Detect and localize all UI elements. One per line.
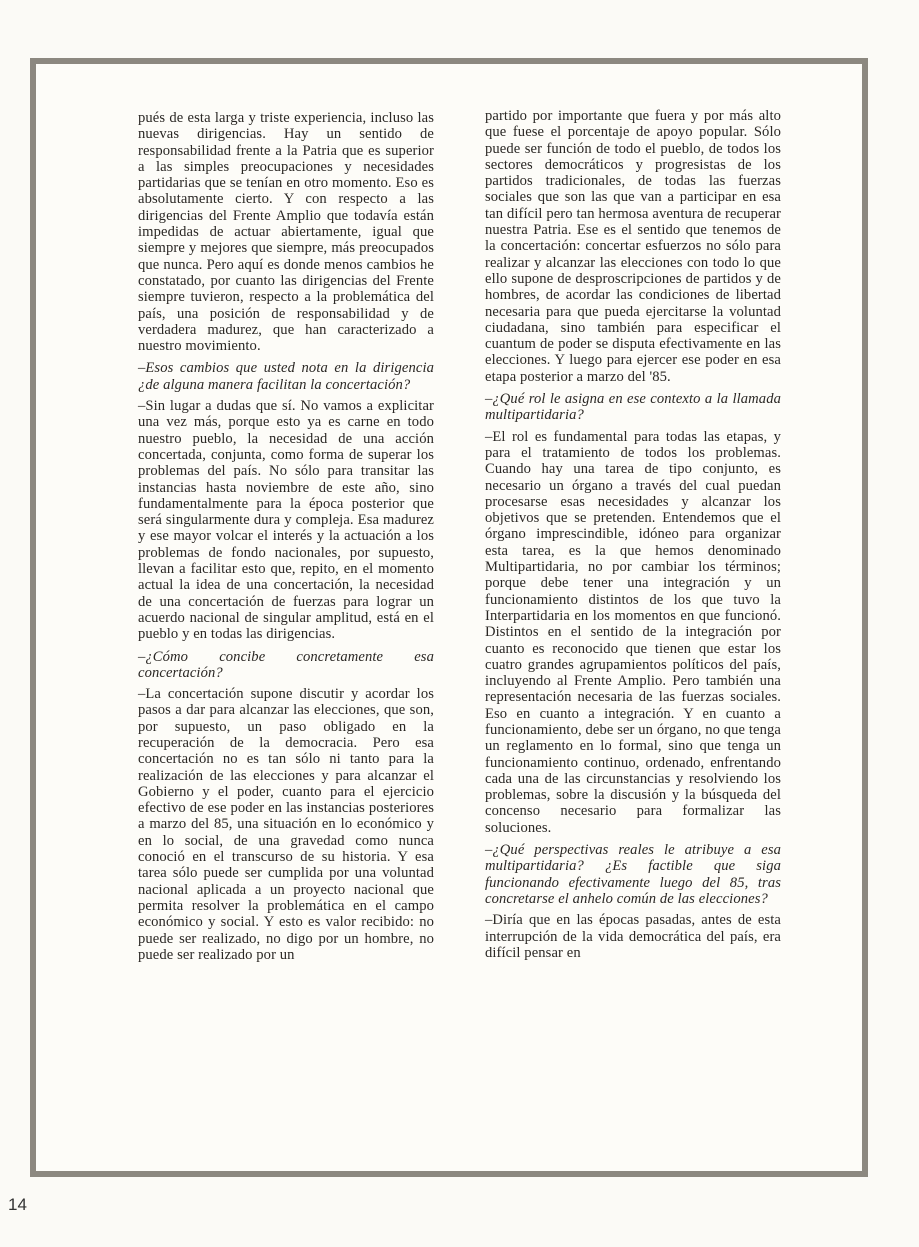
- paragraph: –Diría que en las épocas pasadas, antes de esta interrupción de la vida democrática del país, era difícil pensar en: [485, 912, 781, 961]
- paragraph: partido por importante que fuera y por más alto que fuese el porcentaje de apoyo popular. Sólo puede ser función de todo el pueblo, de todos los sectores democráticos y progresistas de los partidos tradicionales, de todas las fuerzas sociales que son las que van a participar en esa tan difícil pero tan hermosa aventura de recuperar nuestra Patria. Ese es el sentido que tenemos de la concertación: concertar esfuerzos no sólo para realizar y alcanzar las elecciones con todo lo que ello supone de desproscripciones de partidos y de hombres, de acordar las condiciones de libertad necesaria para que pueda ejercitarse la voluntad ciudadana, sino también para especificar el cuantum de poder se disputa efectivamente en las elecciones. Y luego para ejercer ese poder en esa etapa posterior a marzo del '85.: [485, 108, 781, 385]
- page-number: 14: [8, 1195, 27, 1214]
- right-column: [485, 108, 781, 961]
- page-frame: [30, 58, 868, 1177]
- interview-question: –¿Qué perspectivas reales le atribuye a esa multipartidaria? ¿Es factible que siga funcionando efectivamente luego del 85, tras concretarse el anhelo común de las elecciones?: [485, 842, 781, 907]
- left-column: [138, 110, 434, 963]
- interview-question: –¿Cómo concibe concretamente esa concertación?: [138, 648, 434, 681]
- paragraph: –El rol es fundamental para todas las etapas, y para el tratamiento de todos los problemas. Cuando hay una tarea de tipo conjunto, es necesario un órgano a través del cual puedan procesarse esas necesidades y alcanzar los objetivos que se pretenden. Entendemos que el órgano imprescindible, idóneo para organizar esta tarea, es la que hemos denominado Multipartidaria, no por cambiar los términos; porque debe tener una integración y un funcionamiento distintos de los que tuvo la Interpartidaria en los momentos en que funcionó. Distintos en el sentido de la integración por cuanto es reconocido que tienen que estar los cuatro grandes agrupamientos políticos del país, incluyendo al Frente Amplio. Pero también una representación necesaria de las fuerzas sociales. Eso en cuanto a integración. Y en cuanto a funcionamiento, debe ser un órgano, no que tenga un reglamento en lo formal, sino que tenga un funcionamiento continuo, ordenado, enfrentando cada una de las circunstancias y resolviendo los problemas, sobre la discusión y la búsqueda del concenso necesario para formalizar las soluciones.: [485, 428, 781, 836]
- paragraph: –Sin lugar a dudas que sí. No vamos a explicitar una vez más, porque esto ya es carne en todo nuestro pueblo, la necesidad de una acción concertada, conjunta, como forma de superar los problemas del país. No sólo para transitar las instancias hasta noviembre de este año, sino fundamentalmente para la época posterior que será singularmente dura y compleja. Esa madurez y ese mayor volcar el interés y la actuación a los problemas de fondo nacionales, por supuesto, llevan a facilitar esto que, repito, en el momento actual la idea de una concertación, la necesidad de una concertación de fuerzas para lograr un acuerdo nacional de singular amplitud, está en el pueblo y en todas las dirigencias.: [138, 398, 434, 643]
- paragraph: –La concertación supone discutir y acordar los pasos a dar para alcanzar las elecciones, que son, por supuesto, un paso obligado en la recuperación de la democracia. Pero esa concertación no es tan sólo ni tanto para la realización de las elecciones y para alcanzar el Gobierno y el poder, cuanto para el ejercicio efectivo de ese poder en las instancias posteriores a marzo del 85, una situación en lo económico y en lo social, de una gravedad como nunca conoció en el transcurso de su historia. Y esa tarea sólo puede ser cumplida por una voluntad nacional aplicada a un proyecto nacional que permita resolver la problemática en el campo económico y social. Y esto es valor recibido: no puede ser realizado, no digo por un hombre, no puede ser realizado por un: [138, 686, 434, 963]
- paragraph: pués de esta larga y triste experiencia, incluso las nuevas dirigencias. Hay un sentido de responsabilidad frente a la Patria que es superior a las simples preocupaciones y necesidades partidarias que se tenían en otro momento. Eso es absolutamente cierto. Y con respecto a las dirigencias del Frente Amplio que todavía están impedidas de actuar abiertamente, igual que siempre y mejores que siempre, más preocupados que nunca. Pero aquí es donde menos cambios he constatado, por cuanto las dirigencias del Frente siempre tuvieron, respecto a la problemática del país, una posición de responsabilidad y de verdadera madurez, que han caracterizado a nuestro movimiento.: [138, 110, 434, 355]
- interview-question: –¿Qué rol le asigna en ese contexto a la llamada multipartidaria?: [485, 391, 781, 424]
- interview-question: –Esos cambios que usted nota en la dirigencia ¿de alguna manera facilitan la concertación?: [138, 360, 434, 393]
